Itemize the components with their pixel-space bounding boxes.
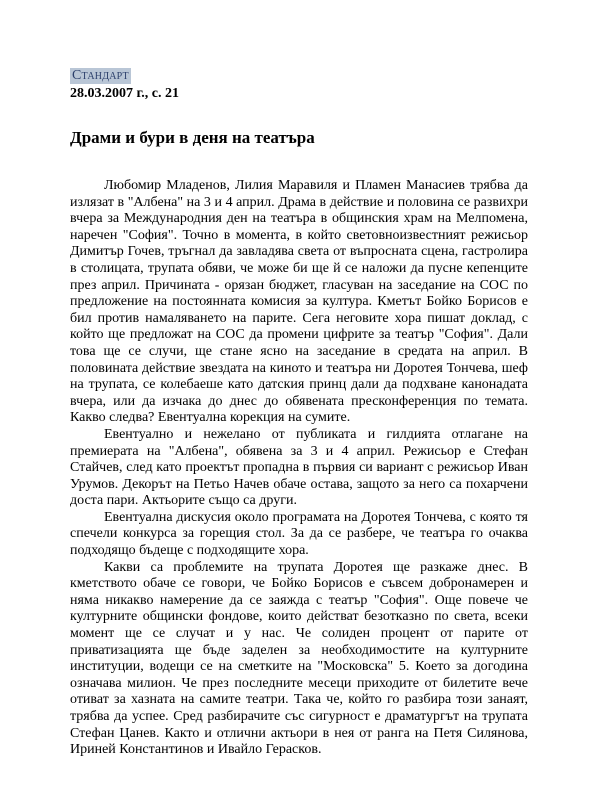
article-paragraph: Любомир Младенов, Лилия Маравиля и Пламен Манасиев трябва да излязат в "Албена" на 3 и 4 април. Драма в действие и половина се развихри вчера за Международния ден на театъра в общинския храм на Мелпомена, наречен "София". Точно в момента, в който световноизвестният режисьор Димитър Гочев, тръгнал да завладява света от въпросната сцена, гастролира в столицата, трупата обяви, че може би ще й се наложи да пусне кепенците през април. Причината - орязан бюджет, гласуван на заседание на СОС по предложение на постоянната комисия за култура. Кметът Бойко Борисов е бил против намаляването на парите. Сега неговите хора пишат доклад, с който ще предложат на СОС да промени цифрите за театър "София". Дали това ще се случи, ще стане ясно на заседание в средата на април. В половината действие звездата на киното и театъра ни Доротея Тончева, шеф на трупата, се колебаеше като датския принц дали да подхване канонадата вчера, или да изчака до днес до обявената пресконференция по темата. Какво следва? Евентуална корекция на сумите.	[70, 178, 528, 426]
article-title: Драми и бури в деня на театъра	[70, 128, 315, 147]
issue-date-page: 28.03.2007 г., с. 21	[70, 86, 179, 101]
document-page	[70, 66, 528, 759]
article-paragraph: Какви са проблемите на трупата Доротея ще разкаже днес. В кметството обаче се говори, че Бойко Борисов е съвсем добронамерен и няма никакво намерение да се заяжда с театър "София". Още повече че културните общински фондове, които действат безотказно по света, всеки момент ще се случат и у нас. Че солиден процент от парите от приватизацията ще бъде заделен за необходимостите на културните институции, водещи се на сметките на "Московска" 5. Което за догодина означава милион. Че през последните месеци приходите от билетите вече отиват за хазната на самите театри. Така че, който го разбира този занаят, трябва да успее. Сред разбирачите със сигурност е драматургът на трупата Стефан Цанев. Както и отлични актьори в нея от ранга на Петя Силянова, Ириней Константинов и Ивайло Герасков.	[70, 559, 528, 758]
article-paragraph: Евентуална дискусия около програмата на Доротея Тончева, с която тя спечели конкурса за горещия стол. За да се разбере, че театъра го очаква подходящо бъдеще с подходящите хора.	[70, 509, 528, 559]
article-paragraph: Евентуално и нежелано от публиката и гилдията отлагане на премиерата на "Албена", обявена за 3 и 4 април. Режисьор е Стефан Стайчев, след като проектът пропадна в първия си вариант с режисьор Иван Урумов. Декорът на Петьо Начев обаче остава, защото за него са похарчени доста пари. Актьорите също са други.	[70, 426, 528, 509]
article-body	[70, 178, 528, 759]
publication-masthead: Стандарт	[72, 68, 129, 83]
